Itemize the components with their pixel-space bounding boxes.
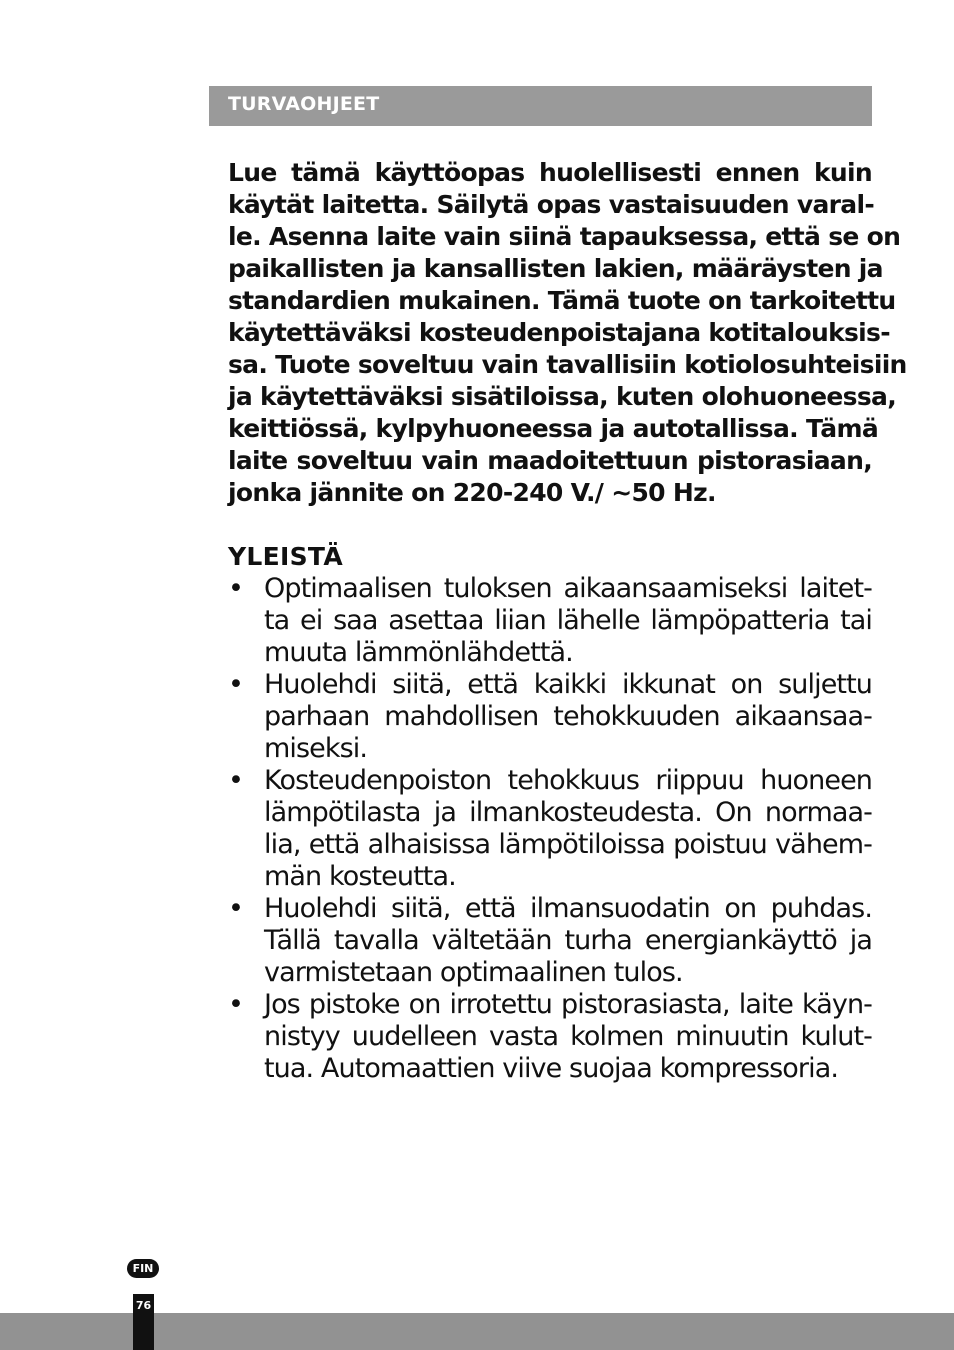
bullet-text-line: lämpötilasta ja ilmankosteudesta. On normaa-: [264, 797, 872, 828]
general-bullet-list: [228, 573, 872, 1085]
page-number-tab: [133, 1294, 154, 1350]
intro-line: Lue tämä käyttöopas huolellisesti ennen kuin: [228, 158, 872, 187]
bullet-text-line: ta ei saa asettaa liian lähelle lämpöpatteria tai: [264, 605, 872, 636]
list-item: [228, 573, 872, 669]
bullet-icon: •: [228, 989, 244, 1020]
bullet-text-line: Jos pistoke on irrotettu pistorasiasta, laite käyn-: [264, 989, 872, 1020]
bullet-icon: •: [228, 573, 244, 604]
section-title: TURVAOHJEET: [228, 93, 380, 115]
list-item: [228, 893, 872, 989]
language-badge: FIN: [127, 1259, 159, 1278]
intro-line: käytettäväksi kosteudenpoistajana kotitalouksis-: [228, 318, 890, 347]
bullet-text-line: tua. Automaattien viive suojaa kompressoria.: [264, 1053, 839, 1084]
bullet-text-line: Huolehdi siitä, että ilmansuodatin on puhdas.: [264, 893, 872, 924]
list-item: [228, 669, 872, 765]
section-header-bar: [209, 86, 872, 126]
bullet-icon: •: [228, 893, 244, 924]
bullet-text-line: Kosteudenpoiston tehokkuus riippuu huoneen: [264, 765, 872, 796]
bullet-text-line: Optimaalisen tuloksen aikaansaamiseksi laitet-: [264, 573, 872, 604]
intro-line: ja käytettäväksi sisätiloissa, kuten olohuoneessa,: [228, 382, 897, 411]
list-item: [228, 989, 872, 1085]
bullet-text-line: nistyy uudelleen vasta kolmen minuutin kulut-: [264, 1021, 872, 1052]
bullet-text-line: lia, että alhaisissa lämpötiloissa poistuu vähem-: [264, 829, 872, 860]
intro-line: jonka jännite on 220-240 V./ ~50 Hz.: [228, 478, 716, 507]
bullet-text-line: muuta lämmönlähdettä.: [264, 637, 573, 668]
intro-line: keittiössä, kylpyhuoneessa ja autotallissa. Tämä: [228, 414, 878, 443]
intro-line: sa. Tuote soveltuu vain tavallisiin kotiolosuhteisiin: [228, 350, 907, 379]
bullet-icon: •: [228, 765, 244, 796]
intro-line: käytät laitetta. Säilytä opas vastaisuuden varal-: [228, 190, 875, 219]
intro-line: le. Asenna laite vain siinä tapauksessa, että se on: [228, 222, 901, 251]
bullet-text-line: varmistetaan optimaalinen tulos.: [264, 957, 683, 988]
general-heading: YLEISTÄ: [228, 542, 343, 571]
intro-line: standardien mukainen. Tämä tuote on tarkoitettu: [228, 286, 896, 315]
bullet-text-line: män kosteutta.: [264, 861, 456, 892]
bullet-text-line: Tällä tavalla vältetään turha energiankäyttö ja: [264, 925, 872, 956]
bullet-text-line: miseksi.: [264, 733, 368, 764]
bullet-text-line: Huolehdi siitä, että kaikki ikkunat on suljettu: [264, 669, 872, 700]
bullet-icon: •: [228, 669, 244, 700]
list-item: [228, 765, 872, 893]
intro-line: laite soveltuu vain maadoitettuun pistorasiaan,: [228, 446, 872, 475]
intro-paragraph: [228, 157, 907, 509]
intro-line: paikallisten ja kansallisten lakien, määräysten ja: [228, 254, 883, 283]
page-number: 76: [135, 1299, 152, 1312]
bullet-text-line: parhaan mahdollisen tehokkuuden aikaansaa-: [264, 701, 872, 732]
